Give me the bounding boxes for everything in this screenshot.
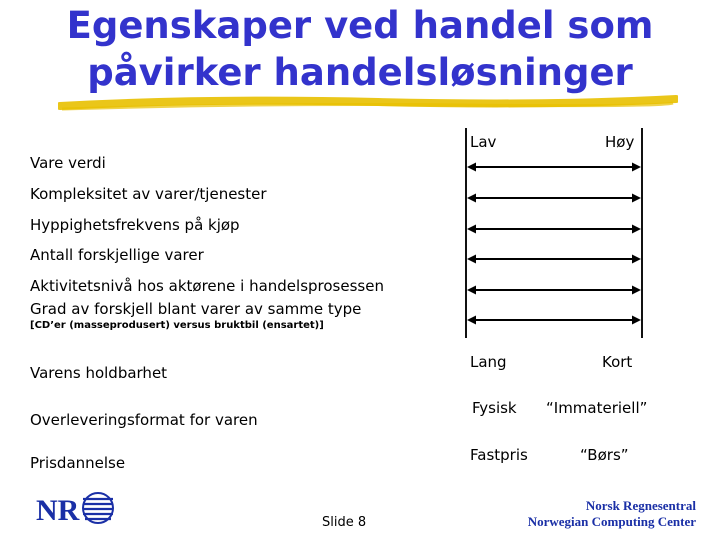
pair-label: Varens holdbarhet <box>30 364 168 382</box>
range-arrow <box>467 285 641 295</box>
range-arrow <box>467 162 641 172</box>
page-title <box>0 2 720 96</box>
title-line-2: påvirker handelsløsninger <box>87 51 633 94</box>
pair-left-value: Fysisk <box>472 399 517 417</box>
title-line-1: Egenskaper ved handel som <box>66 4 654 47</box>
range-arrow <box>467 254 641 264</box>
org-line-1: Norsk Regnesentral <box>585 498 696 513</box>
nr-logo <box>36 490 116 526</box>
pair-left-value: Lang <box>470 353 507 371</box>
pair-right-value: Kort <box>602 353 633 371</box>
property-note: [CD’er (masseprodusert) versus bruktbil (ensartet)] <box>30 320 324 331</box>
pair-label: Overleveringsformat for varen <box>30 411 258 429</box>
organization-name <box>528 498 696 530</box>
scale-low-label: Lav <box>470 133 497 151</box>
pair-left-value: Fastpris <box>470 446 528 464</box>
pair-right-value: “Immateriell” <box>546 399 648 417</box>
scale-line-right <box>641 128 643 338</box>
range-arrow <box>467 315 641 325</box>
title-underline <box>58 94 678 114</box>
property-label: Hyppighetsfrekvens på kjøp <box>30 216 240 234</box>
logo-text: NR <box>36 494 80 526</box>
property-label: Aktivitetsnivå hos aktørene i handelsprosessen <box>30 277 384 295</box>
pair-right-value: “Børs” <box>580 446 629 464</box>
org-line-2: Norwegian Computing Center <box>527 514 696 529</box>
property-label: Kompleksitet av varer/tjenester <box>30 185 267 203</box>
range-arrow <box>467 193 641 203</box>
slide-number: Slide 8 <box>322 515 367 530</box>
scale-high-label: Høy <box>605 133 635 151</box>
property-label: Vare verdi <box>30 154 106 172</box>
logo-globe-icon <box>83 493 113 523</box>
property-label: Grad av forskjell blant varer av samme type <box>30 300 362 318</box>
pair-label: Prisdannelse <box>30 454 126 472</box>
range-arrow <box>467 224 641 234</box>
property-label: Antall forskjellige varer <box>30 246 204 264</box>
